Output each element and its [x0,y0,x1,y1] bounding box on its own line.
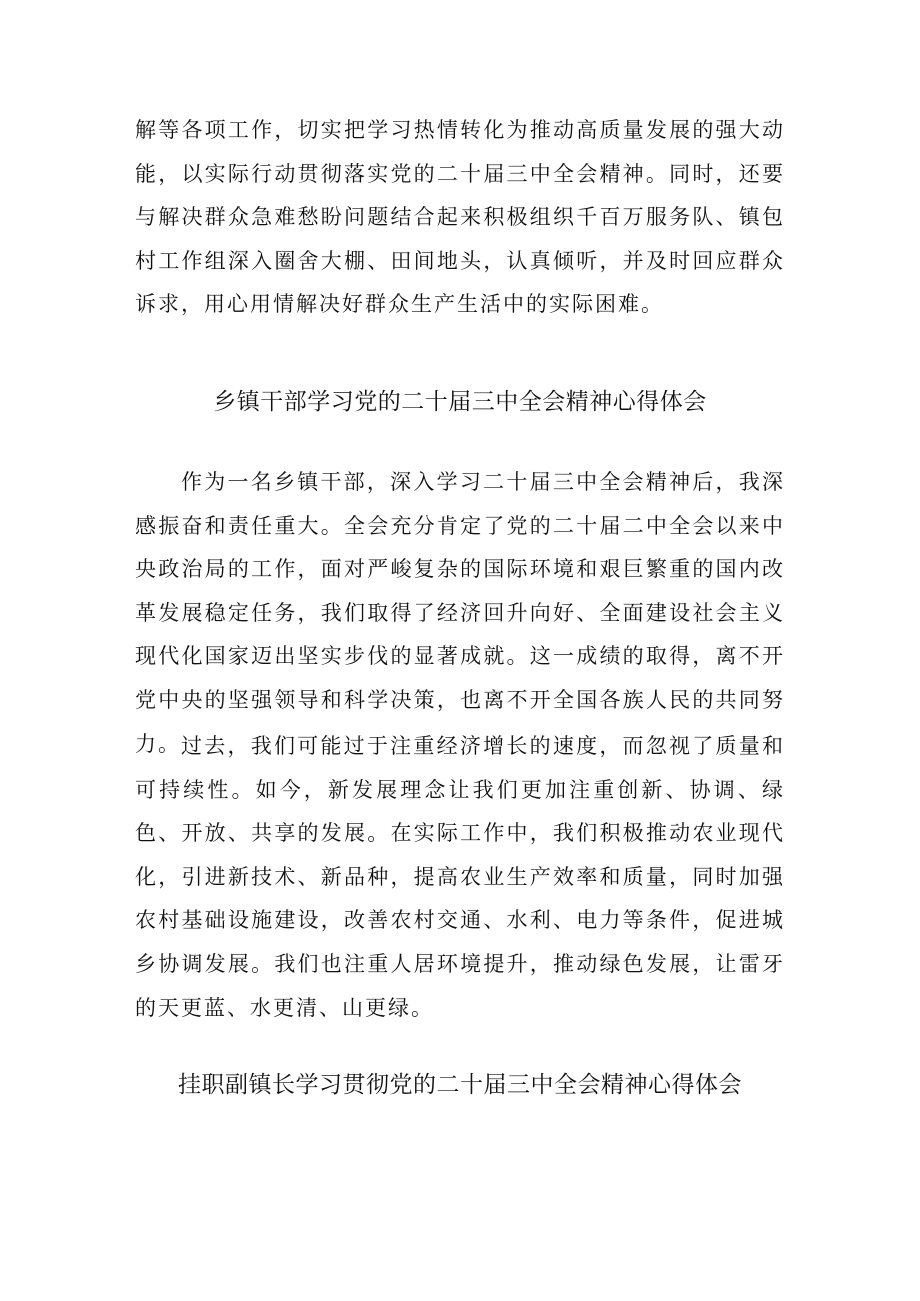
section-title-township-cadre: 乡镇干部学习党的二十届三中全会精神心得体会 [213,389,707,415]
section1-paragraph-2: 过去，我们可能过于注重经济增长的速度，而忽视了质量和可持续性。如今，新发展理念让我们更加注重创新、协调、绿色、开放、共享的发展。在实际工作中，我们积极推动农业现代化，引进新技术、新品种，提高农业生产效率和质量，同时加强农村基础设施建设，改善农村交通、水利、电力等条件，促进城乡协调发展。我们也注重人居环境提升，推动绿色发展，让雷牙的天更蓝、水更清、山更绿。 [135,734,785,1020]
paragraph-continuation: 解等各项工作，切实把学习热情转化为推动高质量发展的强大动能，以实际行动贯彻落实党的二十届三中全会精神。同时，还要与解决群众急难愁盼问题结合起来积极组织千百万服务队、镇包村工作组深入圈舍大棚、田间地头，认真倾听，并及时回应群众诉求，用心用情解决好群众生产生活中的实际困难。 [135,118,785,317]
section-title-deputy-mayor: 挂职副镇长学习贯彻党的二十届三中全会精神心得体会 [178,1072,742,1098]
section1-paragraph-1: 作为一名乡镇干部，深入学习二十届三中全会精神后，我深感振奋和责任重大。全会充分肯定了党的二十届二中全会以来中央政治局的工作，面对严峻复杂的国际环境和艰巨繁重的国内改革发展稳定任务，我们取得了经济回升向好、全面建设社会主义现代化国家迈出坚实步伐的显著成就。这一成绩的取得，离不开党中央的坚强领导和科学决策，也离不开全国各族人民的共同努力。 [135,470,785,756]
